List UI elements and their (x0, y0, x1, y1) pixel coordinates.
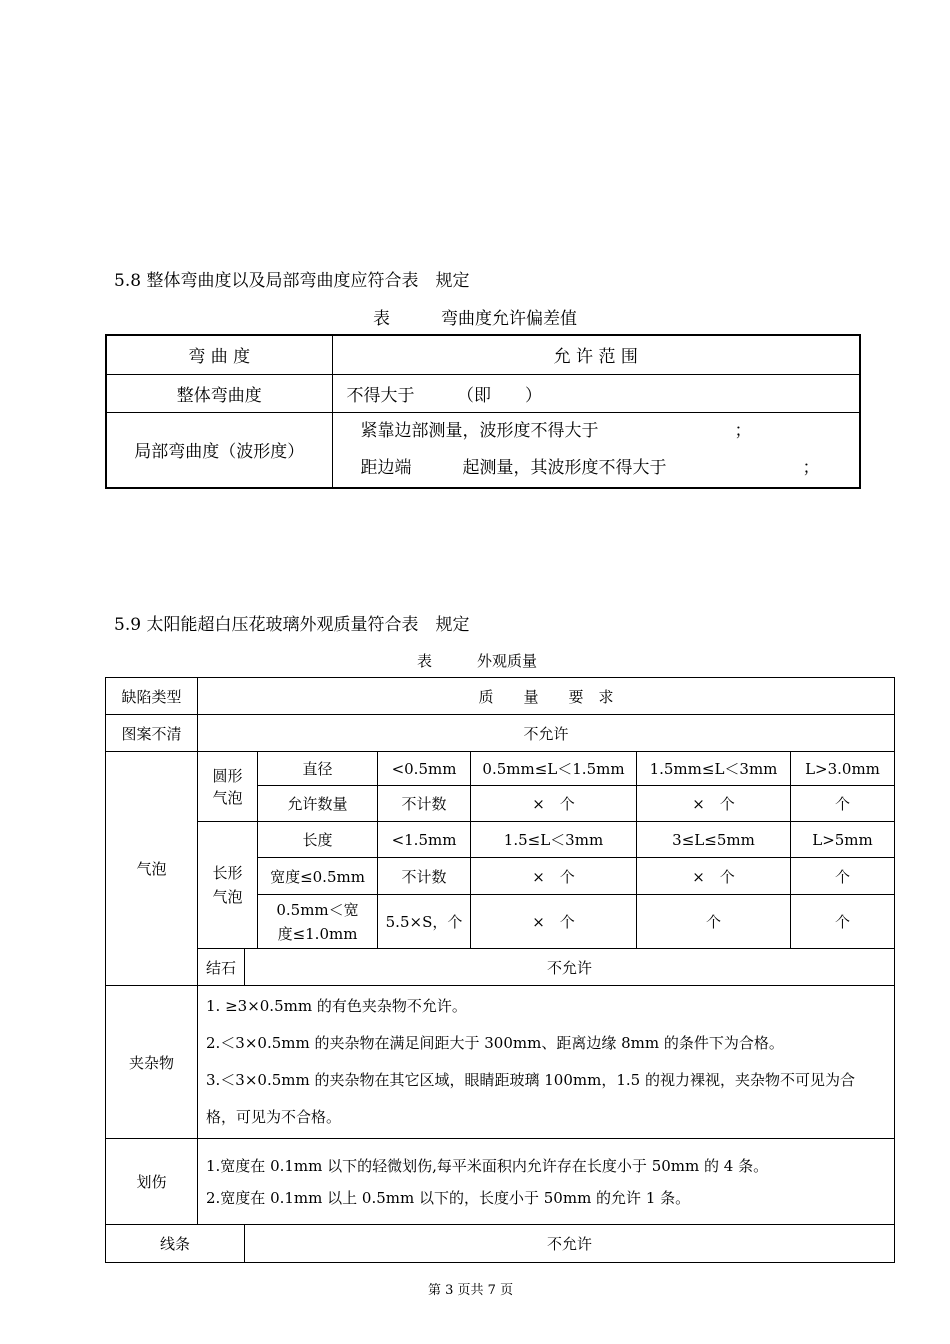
width-small-value: × 个 (471, 858, 637, 895)
inclusion-line: 格，可见为不合格。 (206, 1108, 342, 1126)
length-value: <1.5mm (378, 822, 471, 858)
header-allowed-range: 允 许 范 围 (332, 335, 860, 374)
allowed-qty-value: × 个 (471, 786, 637, 822)
diameter-value: 0.5mm≤L＜1.5mm (471, 752, 637, 786)
length-label: 长度 (258, 822, 378, 858)
diameter-value: <0.5mm (378, 752, 471, 786)
bending-tolerance-table (105, 334, 861, 489)
bubble-label: 气泡 (106, 752, 198, 986)
width-large-value: 个 (637, 895, 791, 949)
width-large-value: 个 (791, 895, 895, 949)
table-caption-bending: 表 弯曲度允许偏差值 (373, 309, 577, 329)
defect-type-header: 缺陷类型 (106, 678, 198, 715)
header-bending: 弯 曲 度 (106, 335, 332, 374)
diameter-value: 1.5mm≤L＜3mm (637, 752, 791, 786)
scratch-line: 1.宽度在 0.1mm 以下的轻微划伤,每平米面积内允许存在长度小于 50mm 的 4 条。 (206, 1156, 769, 1175)
section-5-9-heading: 5.9 太阳能超白压花玻璃外观质量符合表 规定 (114, 615, 470, 635)
width-large-label: 0.5mm＜宽度≤1.0mm (258, 895, 378, 949)
local-bending-line-1: 紧靠边部测量，波形度不得大于 ； (360, 420, 752, 441)
scratch-line: 2.宽度在 0.1mm 以上 0.5mm 以下的，长度小于 50mm 的允许 1 条。 (206, 1188, 691, 1207)
inclusion-line: 1. ≥3×0.5mm 的有色夹杂物不允许。 (206, 997, 467, 1015)
line-defect-label: 线条 (106, 1225, 245, 1263)
long-bubble-label: 长形 气泡 (198, 822, 258, 949)
section-5-8-heading: 5.8 整体弯曲度以及局部弯曲度应符合表 规定 (114, 271, 470, 291)
inclusion-label: 夹杂物 (106, 986, 198, 1139)
scratch-label: 划伤 (106, 1139, 198, 1225)
local-bending-line-2: 距边端 起测量，其波形度不得大于 ； (360, 457, 820, 478)
line-defect-value: 不允许 (245, 1225, 895, 1263)
local-bending-label: 局部弯曲度（波形度） (106, 412, 332, 488)
width-small-label: 宽度≤0.5mm (258, 858, 378, 895)
width-small-value: 不计数 (378, 858, 471, 895)
allowed-qty-value: 个 (791, 786, 895, 822)
allowed-qty-value: × 个 (637, 786, 791, 822)
table-caption-appearance: 表 外观质量 (417, 652, 538, 670)
stone-value: 不允许 (245, 949, 895, 986)
diameter-label: 直径 (258, 752, 378, 786)
inclusion-line: 2.＜3×0.5mm 的夹杂物在满足间距大于 300mm、距离边缘 8mm 的条件下为合格。 (206, 1034, 784, 1052)
overall-bending-label: 整体弯曲度 (106, 374, 332, 412)
length-value: L>5mm (791, 822, 895, 858)
stone-label: 结石 (198, 949, 245, 986)
pattern-unclear-value: 不允许 (198, 715, 895, 752)
width-small-value: × 个 (637, 858, 791, 895)
inclusion-line: 3.＜3×0.5mm 的夹杂物在其它区域，眼睛距玻璃 100mm，1.5 的视力裸视，夹杂物不可见为合 (206, 1071, 855, 1089)
page-footer: 第 3 页共 7 页 (428, 1283, 514, 1298)
allowed-qty-label: 允许数量 (258, 786, 378, 822)
length-value: 3≤L≤5mm (637, 822, 791, 858)
round-bubble-label: 圆形 气泡 (198, 752, 258, 822)
width-large-value: 5.5×S，个 (378, 895, 471, 949)
allowed-qty-value: 不计数 (378, 786, 471, 822)
width-large-value: × 个 (471, 895, 637, 949)
width-small-value: 个 (791, 858, 895, 895)
overall-bending-value: 不得大于 （即 ） (332, 374, 860, 412)
length-value: 1.5≤L＜3mm (471, 822, 637, 858)
appearance-quality-table (105, 677, 895, 1263)
pattern-unclear-label: 图案不清 (106, 715, 198, 752)
quality-requirement-header: 质 量 要 求 (198, 678, 895, 715)
diameter-value: L>3.0mm (791, 752, 895, 786)
